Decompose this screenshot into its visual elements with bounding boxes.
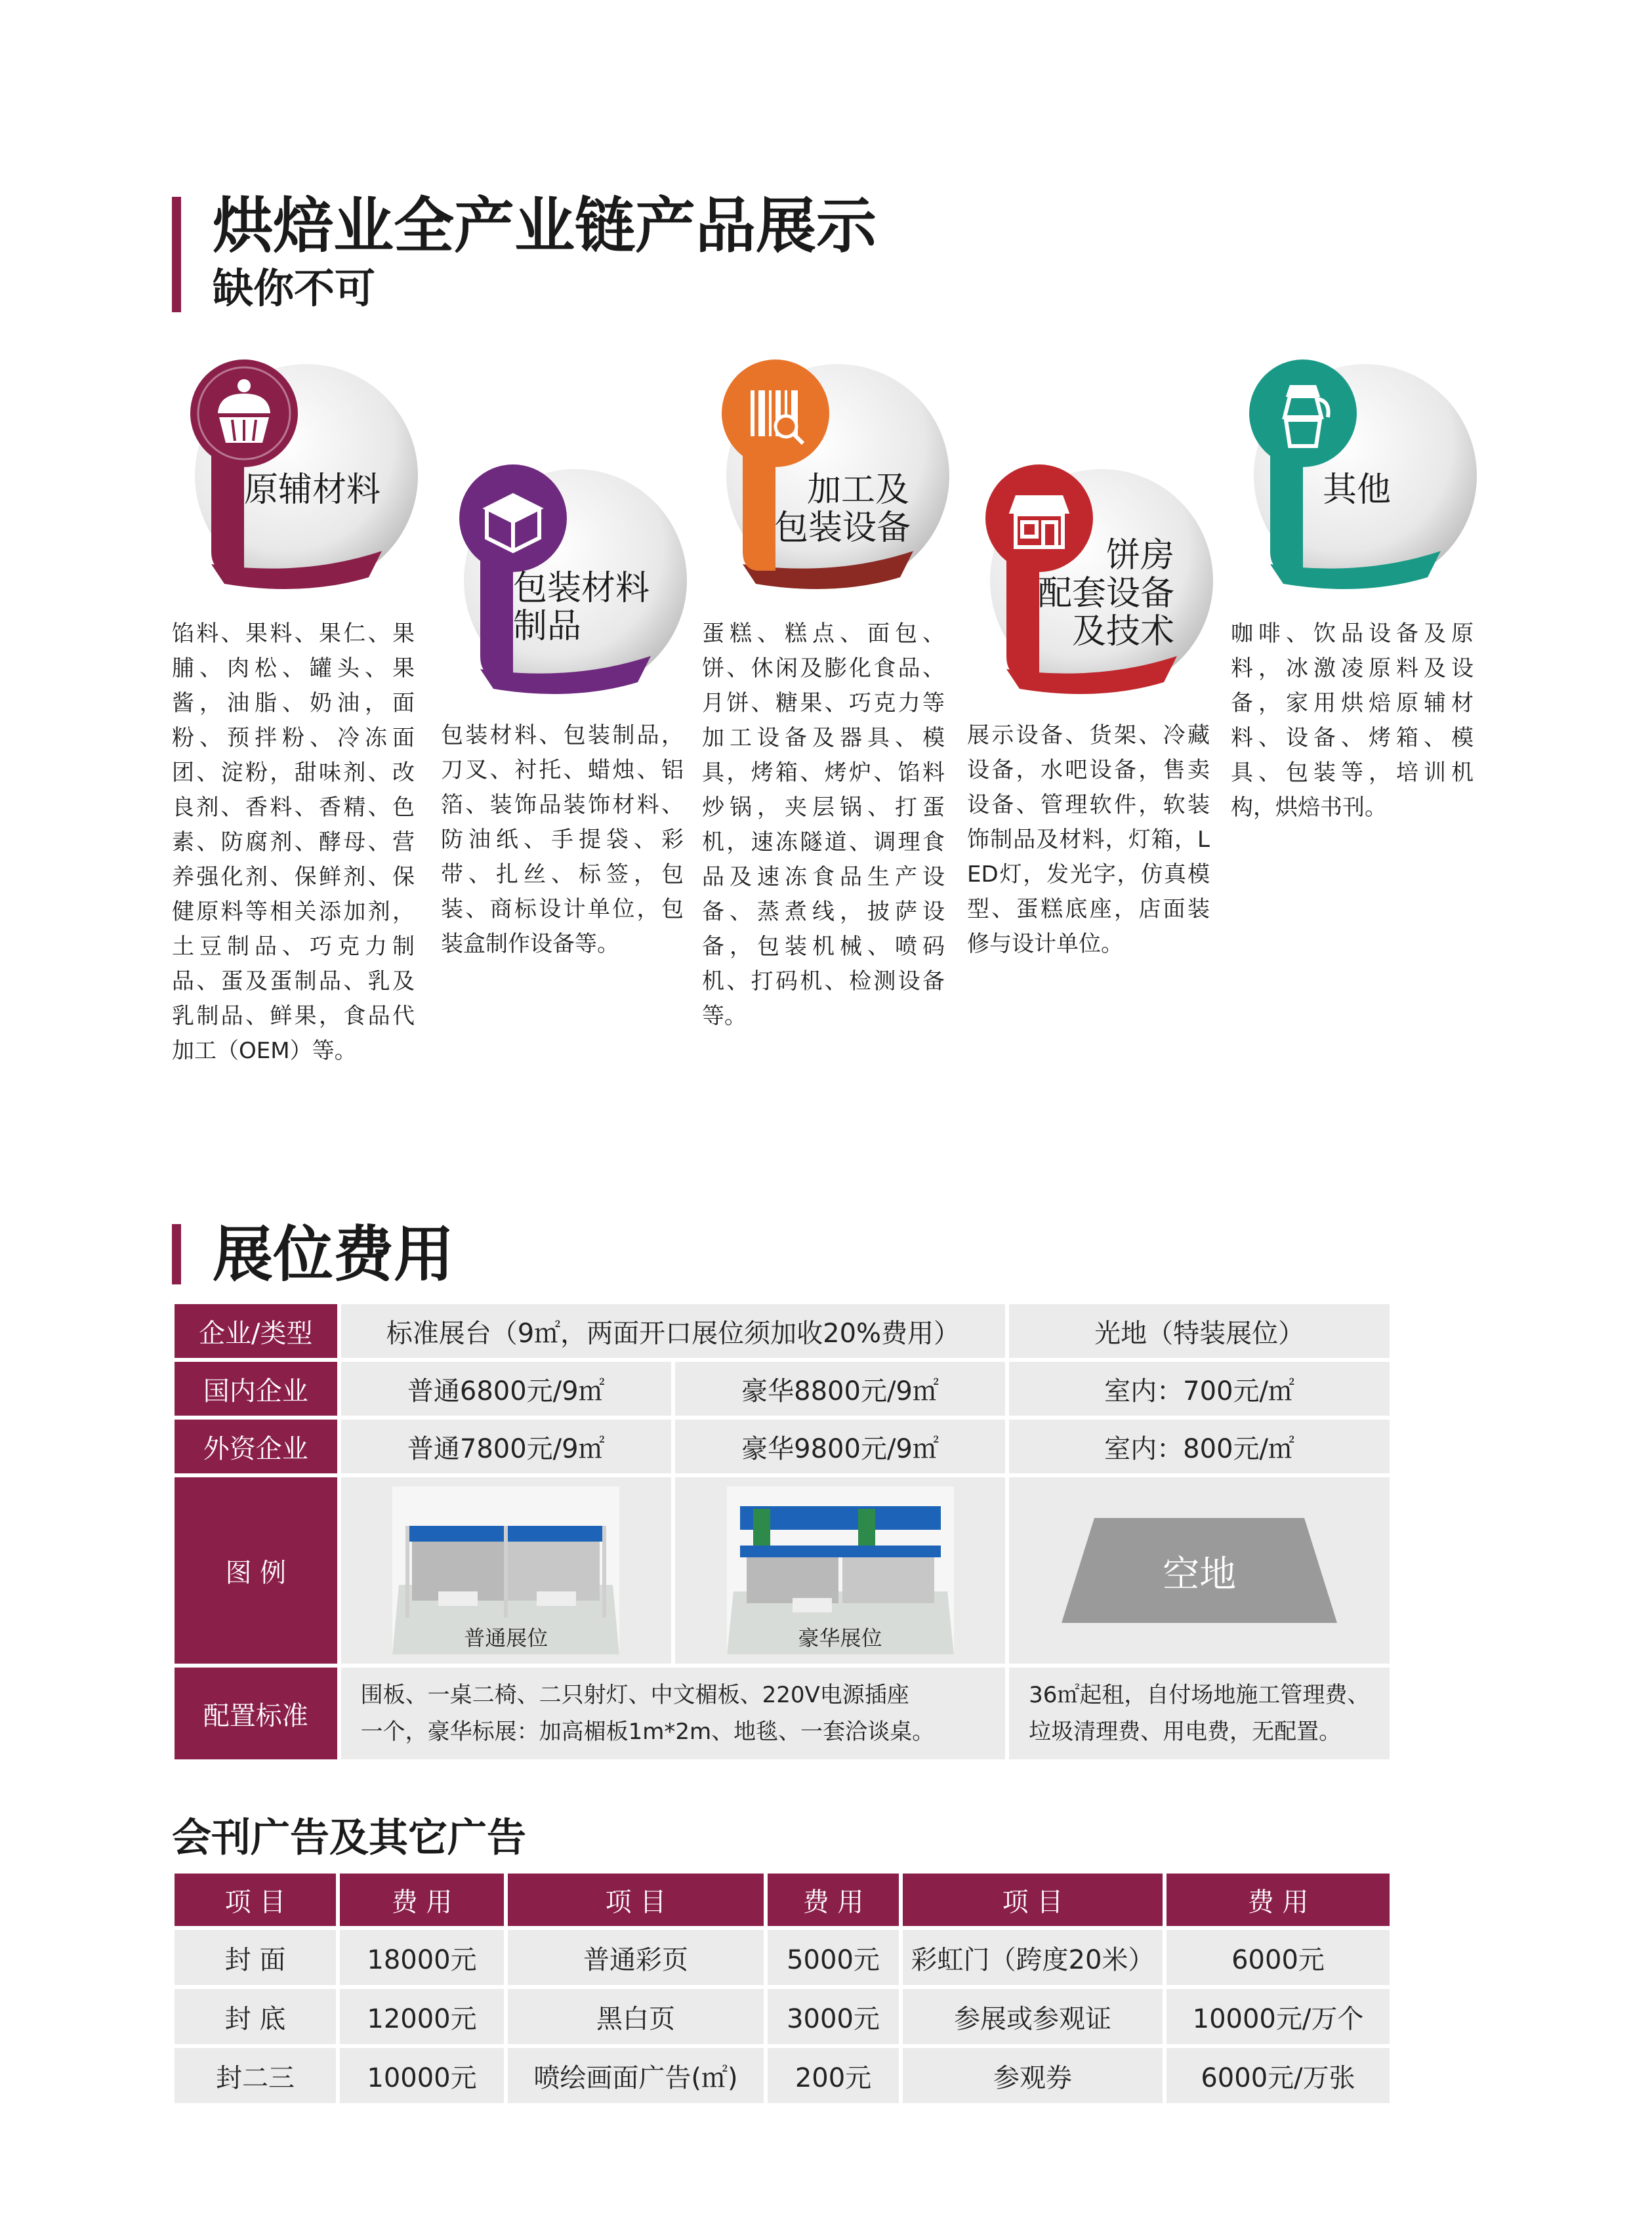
category-label-line2: 制品	[513, 607, 582, 646]
category-label-line1: 加工及	[807, 470, 910, 510]
price-cell: 室内：800元/㎡	[1009, 1420, 1390, 1473]
standard-config-line: 围板、一桌二椅、二只射灯、中文楣板、220V电源插座	[360, 1682, 909, 1708]
table-cell: 封 面	[175, 1930, 336, 1985]
table-row	[175, 1420, 1390, 1473]
luxury-booth-image-cell	[675, 1477, 1005, 1664]
table-row	[175, 2048, 1390, 2103]
table-cell: 黑白页	[508, 1989, 764, 2044]
category-raw-materials	[172, 354, 421, 617]
luxury-booth-illustration	[727, 1486, 954, 1654]
table-cell: 封二三	[175, 2048, 336, 2103]
header-cell: 项 目	[903, 1874, 1163, 1926]
header-cell: 费 用	[768, 1874, 899, 1926]
table-row	[175, 1362, 1390, 1416]
category-label-line2: 包装设备	[774, 508, 911, 548]
header-cell: 项 目	[175, 1874, 336, 1926]
legend-label-cell: 图 例	[175, 1477, 337, 1664]
standard-config-cell	[341, 1668, 1006, 1759]
raw-space-illustration	[1062, 1505, 1337, 1636]
table-cell: 12000元	[340, 1989, 504, 2044]
category-label-line1: 饼房	[1106, 536, 1175, 575]
category-description: 展示设备、货架、冷藏设备，水吧设备，售卖设备、管理软件，软装饰制品及材料，灯箱，LED灯，发光字，仿真模型、蛋糕底座，店面装修与设计单位。	[967, 722, 1210, 957]
table-header-row	[175, 1874, 1390, 1926]
raw-config-line: 36㎡起租，自付场地施工管理费、	[1029, 1682, 1370, 1708]
table-cell: 10000元	[340, 2048, 504, 2103]
table-cell: 参展或参观证	[903, 1989, 1163, 2044]
table-row	[175, 1304, 1390, 1358]
price-cell: 普通7800元/9㎡	[341, 1420, 671, 1473]
header-cell: 项 目	[508, 1874, 764, 1926]
header-cell: 光地（特装展位）	[1009, 1304, 1390, 1358]
luxury-booth-caption: 豪华展位	[798, 1626, 882, 1650]
header-cell: 标准展台（9㎡，两面开口展位须加收20%费用）	[341, 1304, 1006, 1358]
table-cell: 5000元	[768, 1930, 899, 1985]
category-label: 其他	[1323, 470, 1392, 510]
category-processing-equipment	[703, 354, 953, 617]
category-bakery-equipment	[967, 459, 1216, 722]
table-cell: 200元	[768, 2048, 899, 2103]
row-type-cell: 国内企业	[175, 1362, 337, 1416]
table-cell: 10000元/万个	[1167, 1989, 1390, 2044]
category-description: 蛋糕、糕点、面包、饼、休闲及膨化食品、月饼、糖果、巧克力等加工设备及器具、模具，烤箱、烤炉、馅料炒锅，夹层锅、打蛋机，速冻隧道、调理食品及速冻食品生产设备、蒸煮线，披萨设备，包装机械、喷码机、打码机、检测设备等。	[702, 621, 945, 1029]
table-cell: 6000元/万张	[1167, 2048, 1390, 2103]
price-cell: 豪华9800元/9㎡	[675, 1420, 1005, 1473]
table-cell: 彩虹门（跨度20米）	[903, 1930, 1163, 1985]
category-description: 咖啡、饮品设备及原料，冰激凌原料及设备，家用烘焙原辅材料、设备、烤箱、模具、包装等，培训机构，烘焙书刊。	[1231, 621, 1474, 821]
raw-config-cell	[1009, 1668, 1390, 1759]
table-row	[175, 1668, 1390, 1759]
products-section-header	[172, 190, 959, 321]
standard-config-line: 一个，豪华标展：加高楣板1m*2m、地毯、一套洽谈桌。	[360, 1719, 935, 1745]
category-label-line1: 包装材料	[513, 569, 650, 608]
ads-fee-table	[171, 1870, 1394, 2107]
table-row	[175, 1930, 1390, 1985]
table-cell: 6000元	[1167, 1930, 1390, 1985]
category-others	[1231, 354, 1480, 617]
category-label: 原辅材料	[244, 470, 381, 510]
header-cell: 费 用	[1167, 1874, 1390, 1926]
normal-booth-caption: 普通展位	[464, 1626, 548, 1650]
config-label-cell: 配置标准	[175, 1668, 337, 1759]
section-accent-bar	[172, 1224, 181, 1284]
header-cell: 企业/类型	[175, 1304, 337, 1358]
table-row	[175, 1477, 1390, 1664]
booth-section-header	[172, 1219, 697, 1291]
booth-fee-table	[171, 1300, 1394, 1763]
ads-section-title: 会刊广告及其它广告	[172, 1815, 526, 1861]
raw-space-caption: 空地	[1163, 1553, 1237, 1596]
normal-booth-illustration	[392, 1486, 619, 1654]
category-label-line2: 配套设备	[1038, 574, 1175, 613]
header-cell: 费 用	[340, 1874, 504, 1926]
table-cell: 3000元	[768, 1989, 899, 2044]
price-cell: 豪华8800元/9㎡	[675, 1362, 1005, 1416]
row-type-cell: 外资企业	[175, 1420, 337, 1473]
category-label-line3: 及技术	[1072, 612, 1175, 651]
table-cell: 18000元	[340, 1930, 504, 1985]
table-cell: 喷绘画面广告(㎡)	[508, 2048, 764, 2103]
category-description: 包装材料、包装制品，刀叉、衬托、蜡烛、铝箔、装饰品装饰材料、防油纸、手提袋、彩带、扎丝、标签，包装、商标设计单位，包装盒制作设备等。	[441, 722, 684, 957]
normal-booth-image-cell	[341, 1477, 671, 1664]
page-title: 烘焙业全产业链产品展示	[213, 191, 877, 261]
page-subtitle: 缺你不可	[213, 264, 376, 312]
table-row	[175, 1989, 1390, 2044]
category-packaging	[441, 459, 690, 722]
section-accent-bar	[172, 197, 181, 312]
table-cell: 参观券	[903, 2048, 1163, 2103]
price-cell: 普通6800元/9㎡	[341, 1362, 671, 1416]
category-description: 馅料、果料、果仁、果脯、肉松、罐头、果酱，油脂、奶油，面粉、预拌粉、冷冻面团、淀粉，甜味剂、改良剂、香料、香精、色素、防腐剂、酵母、营养强化剂、保鲜剂、保健原料等相关添加剂，土豆制品、巧克力制品、蛋及蛋制品、乳及乳制品、鲜果，食品代加工（OEM）等。	[172, 621, 415, 1064]
price-cell: 室内：700元/㎡	[1009, 1362, 1390, 1416]
booth-section-title: 展位费用	[213, 1219, 455, 1290]
raw-space-image-cell	[1009, 1477, 1390, 1664]
table-cell: 封 底	[175, 1989, 336, 2044]
raw-config-line: 垃圾清理费、用电费，无配置。	[1029, 1719, 1342, 1745]
table-cell: 普通彩页	[508, 1930, 764, 1985]
